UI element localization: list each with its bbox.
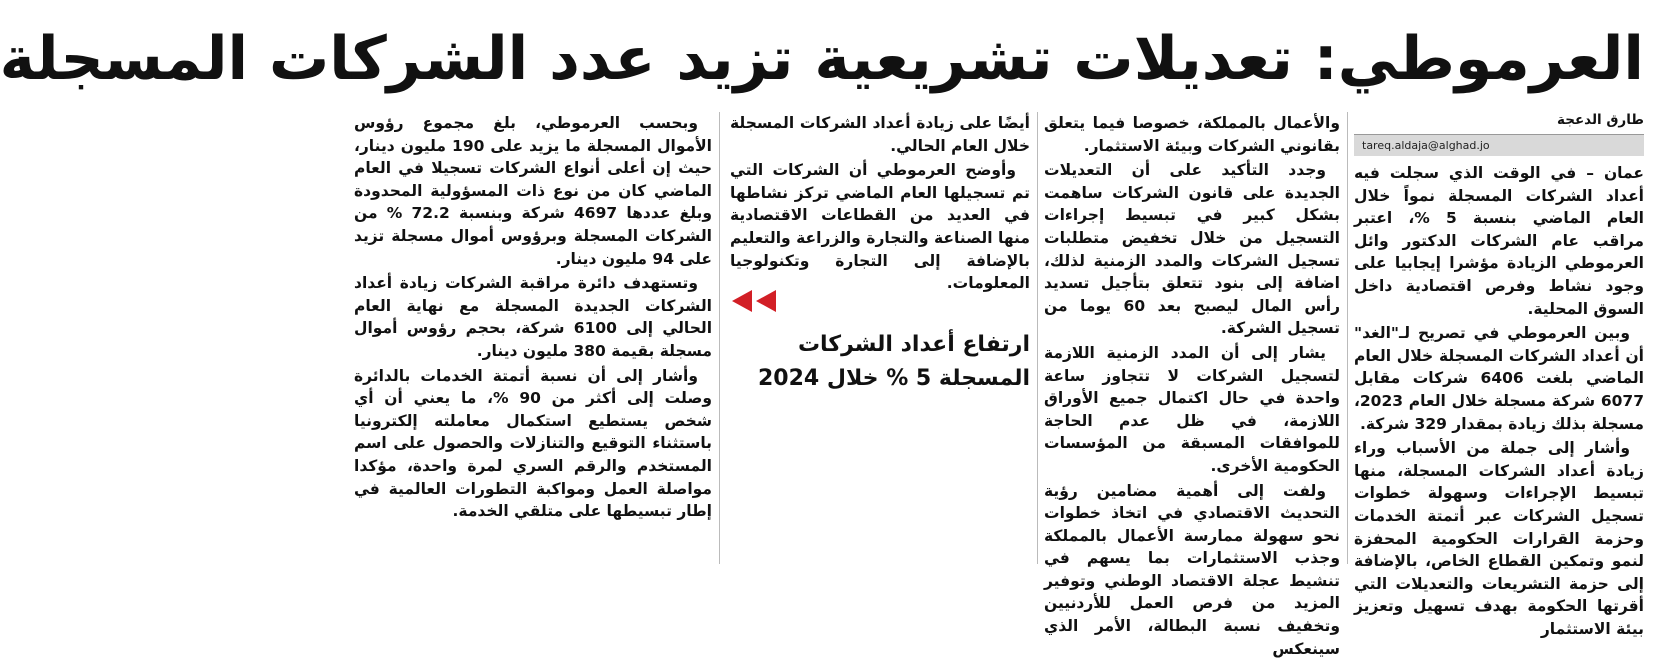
column-divider bbox=[719, 112, 720, 564]
paragraph: والأعمال بالمملكة، خصوصا فيما يتعلق بقانوني الشركات وبيئة الاستثمار. bbox=[1044, 112, 1340, 157]
author-name: طارق الدعجة bbox=[1356, 112, 1644, 128]
paragraph: وبحسب العرموطي، بلغ مجموع رؤوس الأموال المسجلة ما يزيد على 190 مليون دينار، حيث إن أعلى أنواع الشركات تسجيلا في العام الماضي كان من نوع ذات المسؤولية المحدودة وبلغ عددها 4697 شركة وبنسبة 72.2 % من الشركات المسجلة وبرؤوس أموال مسجلة تزيد على 94 مليون دينار. bbox=[354, 112, 712, 270]
paragraph: وتستهدف دائرة مراقبة الشركات زيادة أعداد الشركات الجديدة المسجلة مع نهاية العام الحالي إلى 6100 شركة، بحجم رؤوس أموال مسجلة بقيمة 380 مليون دينار. bbox=[354, 272, 712, 362]
paragraph: يشار إلى أن المدد الزمنية اللازمة لتسجيل الشركات لا تتجاوز ساعة واحدة في حال اكتمال جميع الأوراق اللازمة، في ظل عدم الحاجة للموافقات المسبقة من المؤسسات الحكومية الأخرى. bbox=[1044, 342, 1340, 478]
paragraph: وأشار إلى جملة من الأسباب وراء زيادة أعداد الشركات المسجلة، منها تبسيط الإجراءات وسهولة خطوات تسجيل الشركات عبر أتمتة الخدمات وحزمة القرارات الحكومية المحفزة لنمو وتمكين القطاع الخاص، بالإضافة إلى حزمة التشريعات والتعديلات التي أقرتها الحكومة بهدف تسهيل وتعزيز بيئة الاستثمار bbox=[1354, 437, 1644, 640]
pull-quote bbox=[730, 288, 1030, 408]
column-divider bbox=[1347, 112, 1348, 564]
paragraph: وأشار إلى أن نسبة أتمتة الخدمات بالدائرة وصلت إلى أكثر من 90 %، ما يعني أن أي شخص يستطيع استكمال معاملته إلكترونيا باستثناء التوقيع والتنازلات والحصول على اسم المستخدم والرقم السري لمرة واحدة، مؤكدا مواصلة العمل ومواكبة التطورات العالمية في إطار تبسيطها على متلقي الخدمة. bbox=[354, 365, 712, 523]
column-2 bbox=[1044, 112, 1340, 564]
column-divider bbox=[1037, 112, 1038, 564]
paragraph: أيضًا على زيادة أعداد الشركات المسجلة خلال العام الحالي. bbox=[730, 112, 1030, 157]
author-email[interactable]: tareq.aldaja@alghad.jo bbox=[1354, 134, 1644, 156]
paragraph: وجدد التأكيد على أن التعديلات الجديدة على قانون الشركات ساهمت بشكل كبير في تبسيط إجراءات التسجيل من خلال تخفيض متطلبات تسجيل الشركات والمدد الزمنية لذلك، اضافة إلى بنود تتعلق بتأجيل تسديد رأس المال ليصبح بعد 60 يوما من تسجيل الشركة. bbox=[1044, 159, 1340, 340]
paragraph-text: في الوقت الذي سجلت فيه أعداد الشركات المسجلة نمواً خلال العام الماضي بنسبة 5 %، اعتبر مراقب عام الشركات الدكتور وائل العرموطي الزيادة مؤشرا إيجابيا على وجود نشاط وفرص اقتصادية داخل السوق المحلية. bbox=[1354, 164, 1644, 318]
column-1 bbox=[1354, 162, 1644, 564]
paragraph: وبين العرموطي في تصريح لـ"الغد" أن أعداد الشركات المسجلة خلال العام الماضي بلغت 6406 شركات مقابل 6077 شركة مسجلة خلال العام 2023، مسجلة بذلك زيادة بمقدار 329 شركة. bbox=[1354, 322, 1644, 435]
paragraph: وأوضح العرموطي أن الشركات التي تم تسجيلها العام الماضي تركز نشاطها في العديد من القطاعات الاقتصادية منها الصناعة والتجارة والزراعة والتعليم بالإضافة إلى التجارة وتكنولوجيا المعلومات. bbox=[730, 159, 1030, 295]
column-3 bbox=[730, 112, 1030, 292]
column-4 bbox=[354, 112, 712, 564]
paragraph: ولفت إلى أهمية مضامين رؤية التحديث الاقتصادي في اتخاذ خطوات نحو سهولة ممارسة الأعمال بالمملكة وجذب الاستثمارات بما يسهم في تنشيط عجلة الاقتصاد الوطني وتوفير المزيد من فرص العمل للأردنيين وتخفيف نسبة البطالة، الأمر الذي سينعكس bbox=[1044, 480, 1340, 660]
dateline: عمان – bbox=[1586, 164, 1644, 182]
double-arrow-icon bbox=[730, 288, 788, 314]
pull-quote-text: ارتفاع أعداد الشركات المسجلة 5 % خلال 2024 bbox=[730, 328, 1030, 396]
paragraph bbox=[1354, 162, 1644, 320]
headline: العرموطي: تعديلات تشريعية تزيد عدد الشركات المسجلة bbox=[352, 16, 1644, 102]
